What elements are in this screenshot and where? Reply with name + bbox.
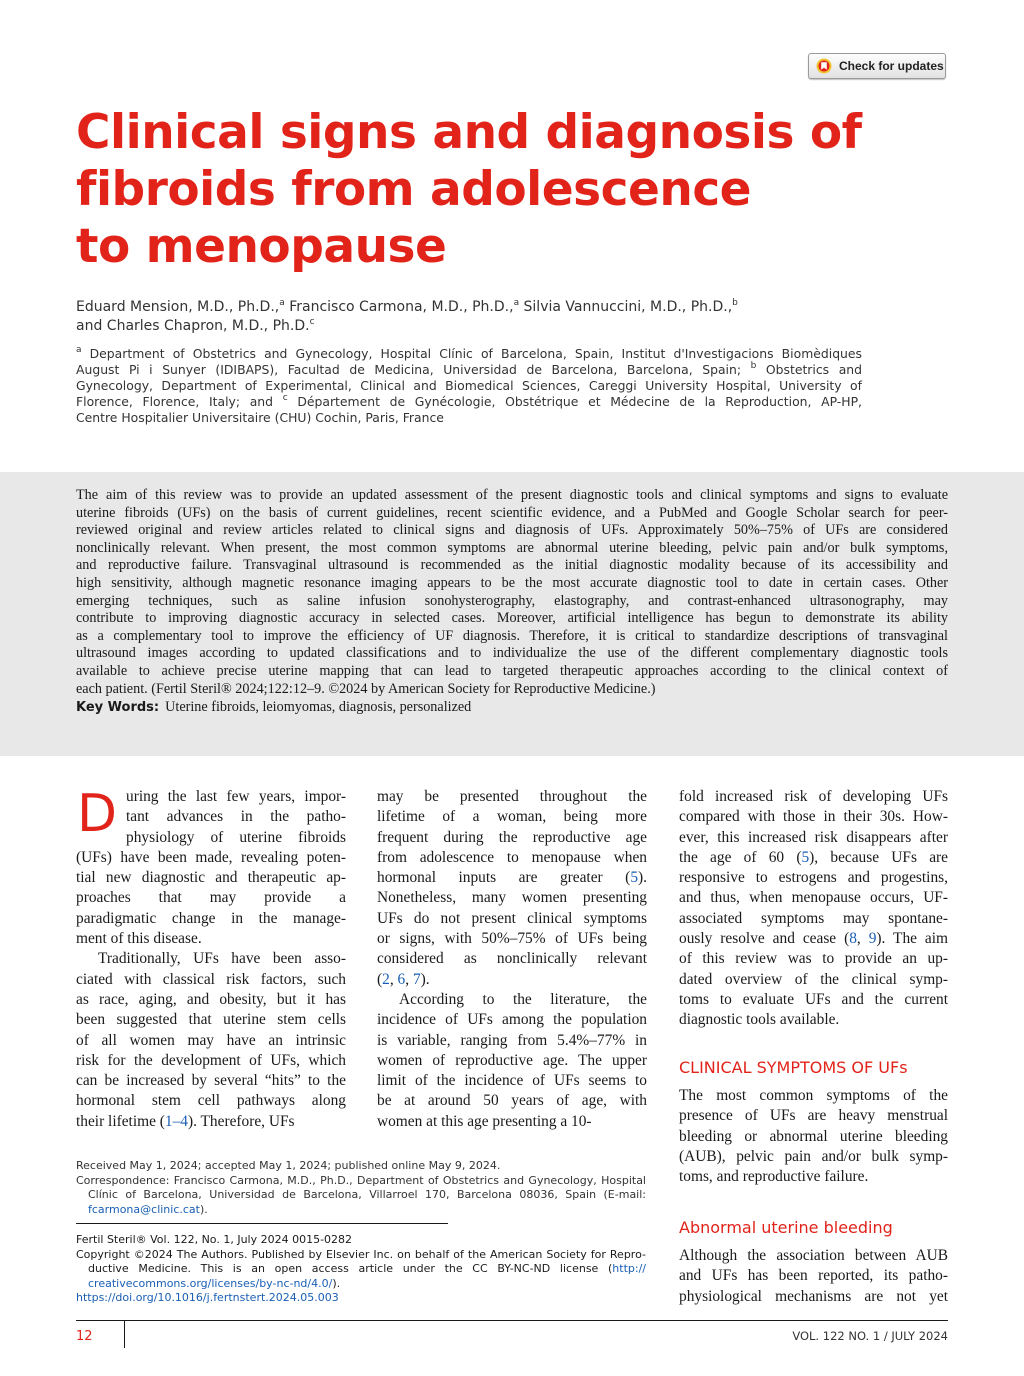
text-run: fold increased risk of developing UFs bbox=[679, 788, 948, 805]
body-text-line bbox=[76, 970, 346, 990]
body-text-line bbox=[76, 888, 346, 908]
subsection-heading-aub: Abnormal uterine bleeding bbox=[679, 1218, 893, 1237]
aub-paragraph bbox=[679, 1246, 948, 1307]
body-column-2 bbox=[377, 787, 647, 1132]
abstract-line: high sensitivity, although magnetic resonance imaging appears to be the most accurate diagnostic tool to date in certain cases. Other bbox=[76, 574, 948, 591]
text-run: paradigmatic change in the manage- bbox=[76, 909, 346, 927]
body-text-line bbox=[377, 828, 647, 848]
body-text-line bbox=[377, 1091, 647, 1111]
text-run: Although the association between AUB bbox=[679, 1247, 948, 1264]
footnote-line bbox=[76, 1233, 646, 1248]
text-run: responsive to estrogens and progestins, bbox=[679, 869, 948, 887]
body-text-line bbox=[679, 1167, 948, 1187]
text-run: physiological mechanisms are not yet bbox=[679, 1287, 948, 1305]
body-text-line bbox=[76, 1091, 346, 1111]
text-run: UFs do not present clinical symptoms bbox=[377, 909, 647, 927]
text-run: Florence, Florence, Italy; and bbox=[76, 394, 283, 409]
section-heading-clinical-symptoms: CLINICAL SYMPTOMS OF UFs bbox=[679, 1058, 908, 1077]
text-run: can be increased by several “hits” to the bbox=[76, 1072, 346, 1090]
text-run: dated overview of the clinical symp- bbox=[679, 970, 948, 988]
body-text-line bbox=[377, 970, 647, 990]
body-text-line bbox=[377, 1071, 647, 1091]
body-text-line bbox=[377, 1031, 647, 1051]
hyperlink[interactable]: http:// bbox=[612, 1262, 646, 1275]
reference-link[interactable]: 5 bbox=[630, 869, 639, 887]
text-run: women at this age presenting a 10- bbox=[377, 1112, 592, 1130]
text-run: , bbox=[405, 970, 413, 988]
reference-link[interactable]: 2 bbox=[382, 970, 390, 988]
abstract-line: available to achieve precise uterine mapping that can lead to targeted therapeutic approaches according to the clinical context of bbox=[76, 662, 948, 679]
text-run: been suggested that uterine stem cells bbox=[76, 1011, 346, 1029]
text-run: from adolescence to menopause when bbox=[377, 848, 647, 866]
publication-info bbox=[76, 1233, 646, 1306]
body-text-line bbox=[679, 909, 948, 929]
hyperlink[interactable]: fcarmona@clinic.cat bbox=[88, 1202, 200, 1216]
text-run: (UFs) have been made, revealing poten- bbox=[76, 848, 346, 866]
author-line bbox=[76, 317, 876, 336]
clinical-symptoms-paragraph bbox=[679, 1086, 948, 1187]
body-text-line bbox=[377, 807, 647, 827]
reference-link[interactable]: 1–4 bbox=[164, 1112, 188, 1130]
footnote-line bbox=[76, 1277, 646, 1292]
text-run: ciated with classical risk factors, such bbox=[76, 970, 346, 988]
affiliation-line bbox=[76, 346, 862, 362]
text-run: uring the last few years, impor- bbox=[126, 788, 346, 805]
body-text-line bbox=[679, 1106, 948, 1126]
text-run: Traditionally, UFs have been asso- bbox=[98, 950, 346, 968]
text-run: According to the literature, the bbox=[399, 990, 647, 1008]
text-run: of this review was to provide an up- bbox=[679, 950, 948, 968]
check-for-updates-label: Check for updates bbox=[839, 59, 944, 73]
reference-link[interactable]: 5 bbox=[801, 848, 810, 866]
body-text-line bbox=[377, 1010, 647, 1030]
text-run: tial new diagnostic and therapeutic ap- bbox=[76, 869, 346, 887]
article-title bbox=[76, 104, 862, 275]
body-text-line bbox=[377, 1112, 647, 1132]
body-text-line bbox=[76, 868, 346, 888]
text-run: is variable, ranging from 5.4%–77% in bbox=[377, 1031, 647, 1049]
text-run: ductive Medicine. This is an open access article under the CC BY-NC-ND license ( bbox=[88, 1262, 613, 1275]
body-text-line bbox=[76, 828, 346, 848]
text-run: may be presented throughout the bbox=[377, 788, 647, 805]
affiliation-superscript: b bbox=[732, 298, 738, 308]
text-run: Department of Obstetrics and Gynecology, Hospital Clínic of Barcelona, Spain, Institut d'Investigacions Biomèdiques bbox=[81, 346, 862, 361]
crossmark-icon bbox=[816, 58, 832, 74]
body-text-line bbox=[76, 990, 346, 1010]
text-run: Correspondence: Francisco Carmona, M.D., Ph.D., Department of Obstetrics and Gynecology, Hospital bbox=[76, 1173, 646, 1187]
text-run: ( bbox=[377, 970, 383, 988]
abstract-line: and reproductive failure. Transvaginal ultrasound is recommended as the initial diagnostic modality because of its accessibility and bbox=[76, 557, 948, 574]
text-run: lifetime of a woman, being more bbox=[377, 808, 647, 826]
text-run: diagnostic tools available. bbox=[679, 1011, 840, 1029]
text-run: Silvia Vannuccini, M.D., Ph.D., bbox=[519, 299, 733, 315]
text-run: toms to evaluate UFs and the current bbox=[679, 990, 948, 1008]
text-run: as race, aging, and obesity, but it has bbox=[76, 990, 346, 1008]
body-column-3 bbox=[679, 787, 948, 1031]
footnote-line bbox=[76, 1248, 646, 1263]
body-text-line bbox=[377, 868, 647, 888]
body-column-1 bbox=[76, 784, 346, 1132]
text-run: ). bbox=[638, 869, 647, 887]
body-text-line bbox=[377, 949, 647, 969]
abstract-line: as a complementary tool to improve the efficiency of UF diagnosis. Therefore, it is critical to standardize descriptions of transvaginal bbox=[76, 627, 948, 644]
affiliation-line bbox=[76, 394, 862, 410]
text-run: Obstetrics and bbox=[756, 362, 863, 377]
text-run: ), because UFs are bbox=[809, 848, 948, 866]
text-run: , bbox=[856, 930, 869, 948]
drop-cap: D bbox=[77, 784, 118, 844]
author-line bbox=[76, 298, 876, 317]
body-text-line bbox=[377, 929, 647, 949]
text-run: of all women may have an intrinsic bbox=[76, 1031, 346, 1049]
text-run: their lifetime ( bbox=[76, 1112, 165, 1130]
text-run: limit of the incidence of UFs seems to bbox=[377, 1072, 647, 1090]
body-text-line bbox=[679, 1086, 948, 1106]
affiliation-line bbox=[76, 410, 862, 426]
reference-link[interactable]: 9 bbox=[868, 930, 877, 948]
footnote-line bbox=[76, 1291, 646, 1306]
text-run: ). Therefore, UFs bbox=[187, 1112, 295, 1130]
body-text-line bbox=[76, 1031, 346, 1051]
reference-link[interactable]: 7 bbox=[412, 970, 421, 988]
text-run: incidence of UFs among the population bbox=[377, 1011, 647, 1029]
footnote-line bbox=[76, 1203, 646, 1218]
abstract-line: ultrasound images according to updated classifications and to individualize the use of the different complementary diagnostic tools bbox=[76, 645, 948, 662]
text-run: Nonetheless, many women presenting bbox=[377, 889, 647, 907]
text-run: frequent during the reproductive age bbox=[377, 828, 647, 846]
body-text-line bbox=[377, 888, 647, 908]
keywords-text: Uterine fibroids, leiomyomas, diagnosis, personalized bbox=[165, 699, 472, 715]
footer-journal-info: VOL. 122 NO. 1 / JULY 2024 bbox=[792, 1329, 948, 1343]
body-text-line bbox=[76, 929, 346, 949]
text-run: ). bbox=[199, 1202, 208, 1216]
text-run: Received May 1, 2024; accepted May 1, 2024; published online May 9, 2024. bbox=[76, 1159, 501, 1172]
text-run: physiology of uterine fibroids bbox=[126, 828, 346, 846]
text-run: Francisco Carmona, M.D., Ph.D., bbox=[284, 299, 514, 315]
body-text-line bbox=[76, 1010, 346, 1030]
body-text-line bbox=[679, 1147, 948, 1167]
text-run: and thus, when menopause occurs, UF- bbox=[679, 889, 948, 907]
body-text-line bbox=[679, 868, 948, 888]
text-run: ). bbox=[332, 1276, 341, 1290]
affiliation-line bbox=[76, 362, 862, 378]
text-run: Copyright ©2024 The Authors. Published by Elsevier Inc. on behalf of the American Society for Repro- bbox=[76, 1247, 646, 1261]
text-run: considered as nonclinically relevant bbox=[377, 950, 647, 968]
affiliation-superscript: b bbox=[750, 361, 757, 371]
affiliation-line bbox=[76, 378, 862, 394]
text-run: The most common symptoms of the bbox=[679, 1087, 948, 1104]
keywords bbox=[76, 699, 948, 717]
text-run: hormonal inputs are greater ( bbox=[377, 869, 631, 887]
text-run: August Pi i Sunyer (IDIBAPS), Facultad de Medicina, Universidad de Barcelona, Barcelona, Spain; bbox=[76, 362, 751, 377]
body-text-line bbox=[377, 990, 647, 1010]
text-run: the age of 60 ( bbox=[679, 848, 802, 866]
text-run: ). bbox=[420, 970, 430, 988]
text-run: Centre Hospitalier Universitaire (CHU) Cochin, Paris, France bbox=[76, 410, 444, 425]
abstract-line: uterine fibroids (UFs) on the basis of current guidelines, recent scientific evidence, and a PubMed and Google Scholar search for peer- bbox=[76, 504, 948, 521]
body-text-line bbox=[76, 1112, 346, 1132]
text-run: Eduard Mension, M.D., Ph.D., bbox=[76, 299, 280, 315]
footer-divider bbox=[76, 1320, 948, 1321]
page-number: 12 bbox=[76, 1329, 93, 1344]
text-run: hormonal stem cell pathways along bbox=[76, 1092, 346, 1110]
affiliation-superscript: c bbox=[282, 393, 288, 403]
text-run: women of reproductive age. The upper bbox=[377, 1051, 647, 1069]
text-run: Fertil Steril® Vol. 122, No. 1, July 2024 0015-0282 bbox=[76, 1233, 353, 1246]
hyperlink[interactable]: https://doi.org/10.1016/j.fertnstert.2024.05.003 bbox=[76, 1291, 339, 1304]
body-text-line bbox=[679, 990, 948, 1010]
abstract-line: emerging techniques, such as saline infusion sonohysterography, elastography, and contrast-enhanced ultrasonography, may bbox=[76, 592, 948, 609]
article-footnotes bbox=[76, 1159, 646, 1217]
affiliation-superscript: a bbox=[513, 298, 520, 308]
footnote-line bbox=[76, 1262, 646, 1277]
body-text-line bbox=[679, 1127, 948, 1147]
author-list bbox=[76, 298, 876, 336]
check-for-updates-button[interactable] bbox=[808, 53, 946, 79]
body-text-line bbox=[76, 807, 346, 827]
title-line: fibroids from adolescence bbox=[76, 162, 752, 217]
footnote-line bbox=[76, 1174, 646, 1189]
text-run: ment of this disease. bbox=[76, 930, 202, 948]
text-run: and Charles Chapron, M.D., Ph.D. bbox=[76, 318, 310, 334]
keywords-label: Key Words: bbox=[76, 700, 160, 715]
body-text-line bbox=[76, 1051, 346, 1071]
footer-separator bbox=[124, 1320, 125, 1348]
abstract-line: each patient. (Fertil Steril® 2024;122:12–9. ©2024 by American Society for Reproductive Medicine.) bbox=[76, 680, 656, 697]
text-run: (AUB), pelvic pain and/or bulk symp- bbox=[679, 1147, 948, 1165]
text-run: risk for the development of UFs, which bbox=[76, 1051, 346, 1069]
text-run: compared with those in their 30s. How- bbox=[679, 808, 948, 826]
body-text-line bbox=[679, 828, 948, 848]
body-text-line bbox=[679, 1287, 948, 1307]
text-run: bleeding or abnormal uterine bleeding bbox=[679, 1127, 948, 1145]
title-line: to menopause bbox=[76, 219, 447, 274]
body-text-line bbox=[377, 787, 647, 807]
body-text-line bbox=[76, 848, 346, 868]
text-run: , bbox=[389, 970, 398, 988]
footnote-divider bbox=[76, 1223, 448, 1224]
reference-link[interactable]: 8 bbox=[849, 930, 857, 948]
text-run: tant advances in the patho- bbox=[126, 808, 346, 826]
body-text-line bbox=[679, 929, 948, 949]
abstract-line: reviewed original and review articles related to clinical signs and diagnosis of UFs. Approximately 50%–75% of UFs are considered bbox=[76, 522, 948, 539]
hyperlink[interactable]: creativecommons.org/licenses/by-nc-nd/4.0/ bbox=[88, 1276, 333, 1290]
body-text-line bbox=[679, 848, 948, 868]
text-run: or signs, with 50%–75% of UFs being bbox=[377, 930, 647, 948]
body-text-line bbox=[76, 949, 346, 969]
abstract-line: nonclinically relevant. When present, the most common symptoms are abnormal uterine bleeding, pelvic pain and/or bulk symptoms, bbox=[76, 539, 948, 556]
affiliation-superscript: a bbox=[76, 345, 82, 355]
text-run: Clínic of Barcelona, Universidad de Barcelona, Villarroel 170, Barcelona 08036, Spain (E-mail: bbox=[88, 1188, 646, 1201]
body-text-line bbox=[679, 888, 948, 908]
text-run: ). The aim bbox=[876, 930, 948, 948]
text-run: and UFs has been reported, its patho- bbox=[679, 1267, 948, 1285]
title-line: Clinical signs and diagnosis of bbox=[76, 105, 862, 160]
affiliation-superscript: c bbox=[309, 317, 315, 327]
body-text-line bbox=[679, 1246, 948, 1266]
body-text-line bbox=[679, 970, 948, 990]
body-text-line bbox=[679, 1266, 948, 1286]
abstract-line: The aim of this review was to provide an updated assessment of the present diagnostic tools and clinical symptoms and signs to evaluate bbox=[76, 487, 948, 503]
body-text-line bbox=[679, 807, 948, 827]
text-run: ever, this increased risk disappears after bbox=[679, 828, 948, 846]
text-run: associated symptoms may spontane- bbox=[679, 909, 948, 927]
body-text-line bbox=[377, 909, 647, 929]
text-run: presence of UFs are heavy menstrual bbox=[679, 1107, 948, 1125]
text-run: Département de Gynécologie, Obstétrique et Médecine de la Reproduction, AP-HP, bbox=[287, 394, 862, 409]
body-text-line bbox=[679, 787, 948, 807]
text-run: proaches that may provide a bbox=[76, 889, 346, 907]
footnote-line bbox=[76, 1188, 646, 1203]
body-text-line bbox=[377, 1051, 647, 1071]
footnote-line bbox=[76, 1159, 646, 1174]
text-run: toms, and reproductive failure. bbox=[679, 1168, 869, 1186]
body-text-line bbox=[76, 1071, 346, 1091]
body-text-line bbox=[76, 909, 346, 929]
affiliation-superscript: a bbox=[279, 298, 285, 308]
text-run: ously resolve and cease ( bbox=[679, 930, 850, 948]
reference-link[interactable]: 6 bbox=[397, 970, 406, 988]
body-text-line bbox=[679, 949, 948, 969]
body-text-line bbox=[679, 1010, 948, 1030]
abstract-line: contribute to improving diagnostic accuracy in selected cases. Moreover, artificial intelligence has begun to demonstrate its ability bbox=[76, 610, 948, 627]
affiliations bbox=[76, 346, 862, 426]
body-text-line bbox=[377, 848, 647, 868]
abstract bbox=[76, 487, 948, 698]
text-run: Gynecology, Department of Experimental, Clinical and Biomedical Sciences, Careggi University Hospital, University of bbox=[76, 378, 862, 393]
text-run: be at around 50 years of age, with bbox=[377, 1092, 647, 1110]
body-text-line bbox=[76, 787, 346, 807]
